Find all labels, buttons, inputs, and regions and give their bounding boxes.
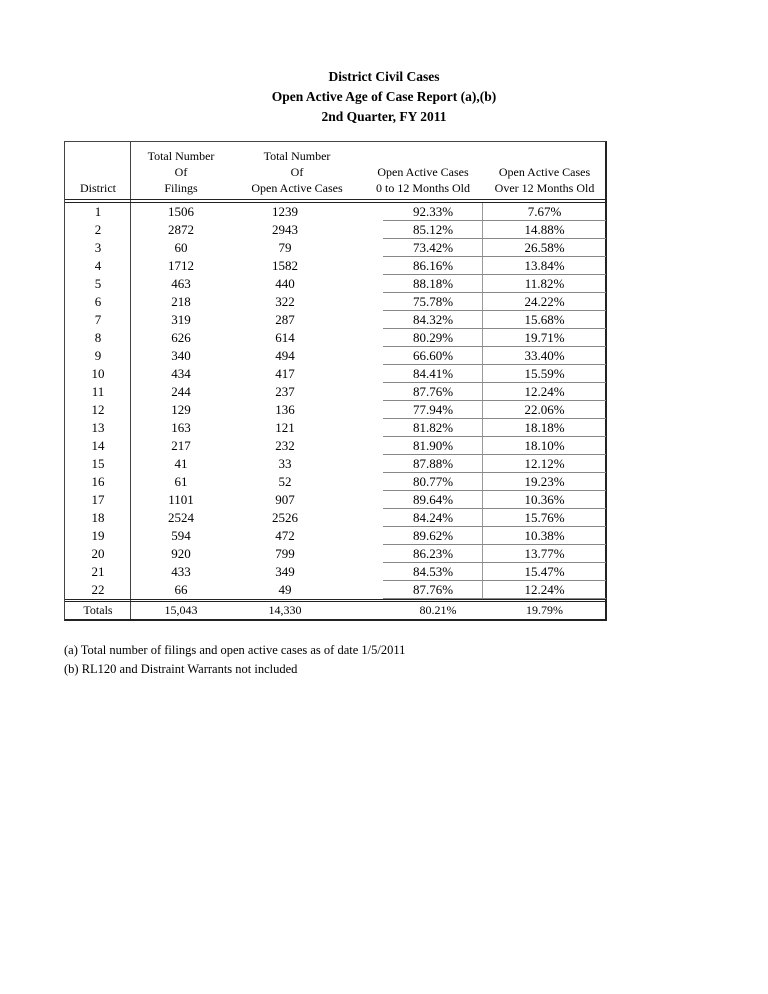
table-row <box>65 455 605 473</box>
cell-filings: 1506 <box>168 204 194 219</box>
table-row <box>65 491 605 509</box>
cell-under-12: 80.77% <box>383 473 483 491</box>
cell-district: 17 <box>91 492 105 507</box>
cell-filings: 2524 <box>168 510 194 525</box>
cell-district: 20 <box>91 546 105 561</box>
footnotes <box>64 641 405 679</box>
table-row <box>65 329 605 347</box>
cell-open-active: 440 <box>275 276 295 291</box>
cell-over-12: 15.47% <box>483 563 606 581</box>
footnote-b: (b) RL120 and Distraint Warrants not included <box>64 662 298 676</box>
cell-district: 9 <box>94 348 102 363</box>
cell-under-12: 89.64% <box>383 491 483 509</box>
cell-district: 18 <box>91 510 105 525</box>
cell-over-12: 15.68% <box>483 311 606 329</box>
table-row <box>65 203 605 221</box>
cell-open-active: 136 <box>275 402 295 417</box>
cell-filings: 66 <box>174 582 188 597</box>
header-filings: Total Number Of Filings <box>147 149 215 195</box>
table-row <box>65 221 605 239</box>
table-row <box>65 527 605 545</box>
cell-open-active: 799 <box>275 546 295 561</box>
cell-under-12: 88.18% <box>383 275 483 293</box>
report-title-line-1: District Civil Cases <box>328 69 440 84</box>
cell-district: 21 <box>91 564 105 579</box>
cell-under-12: 81.82% <box>383 419 483 437</box>
cell-over-12: 22.06% <box>483 401 606 419</box>
totals-over-12: 19.79% <box>526 603 563 617</box>
cell-filings: 217 <box>171 438 191 453</box>
cell-filings: 1101 <box>168 492 194 507</box>
cell-open-active: 2943 <box>272 222 298 237</box>
cell-under-12: 87.76% <box>383 383 483 401</box>
cell-open-active: 287 <box>275 312 295 327</box>
cell-over-12: 15.59% <box>483 365 606 383</box>
table-row <box>65 473 605 491</box>
totals-open-active: 14,330 <box>268 603 302 617</box>
cell-district: 1 <box>94 204 102 219</box>
table-row <box>65 347 605 365</box>
cell-open-active: 907 <box>275 492 295 507</box>
table-row <box>65 383 605 401</box>
cell-over-12: 33.40% <box>483 347 606 365</box>
totals-rule <box>65 599 605 602</box>
cell-under-12: 89.62% <box>383 527 483 545</box>
cell-filings: 1712 <box>168 258 194 273</box>
totals-filings: 15,043 <box>164 603 198 617</box>
table-row <box>65 293 605 311</box>
cell-district: 19 <box>91 528 105 543</box>
cell-over-12: 10.36% <box>483 491 606 509</box>
report-title <box>0 67 768 127</box>
cell-filings: 463 <box>171 276 191 291</box>
cell-district: 12 <box>91 402 105 417</box>
cell-filings: 41 <box>174 456 188 471</box>
cell-filings: 61 <box>174 474 188 489</box>
cell-open-active: 614 <box>275 330 295 345</box>
cell-filings: 626 <box>171 330 191 345</box>
cell-over-12: 18.10% <box>483 437 606 455</box>
cell-district: 3 <box>94 240 102 255</box>
header-over-12-months: Open Active Cases Over 12 Months Old <box>494 165 595 195</box>
cell-open-active: 349 <box>275 564 295 579</box>
header-district: District <box>80 181 116 195</box>
cell-district: 10 <box>91 366 105 381</box>
cell-under-12: 73.42% <box>383 239 483 257</box>
cell-over-12: 13.84% <box>483 257 606 275</box>
table-row <box>65 257 605 275</box>
cell-district: 14 <box>91 438 105 453</box>
cell-under-12: 84.53% <box>383 563 483 581</box>
totals-label: Totals <box>83 603 113 617</box>
cell-open-active: 79 <box>278 240 292 255</box>
table-row <box>65 581 605 599</box>
cell-over-12: 24.22% <box>483 293 606 311</box>
cell-filings: 319 <box>171 312 191 327</box>
cell-district: 15 <box>91 456 105 471</box>
cell-filings: 218 <box>171 294 191 309</box>
table-row <box>65 401 605 419</box>
footnote-a: (a) Total number of filings and open active cases as of date 1/5/2011 <box>64 643 406 657</box>
cell-under-12: 77.94% <box>383 401 483 419</box>
cell-over-12: 12.24% <box>483 581 606 599</box>
cell-under-12: 92.33% <box>383 203 483 221</box>
cell-open-active: 472 <box>275 528 295 543</box>
cell-over-12: 11.82% <box>483 275 606 293</box>
totals-under-12: 80.21% <box>419 603 457 617</box>
cell-over-12: 15.76% <box>483 509 606 527</box>
table-row <box>65 563 605 581</box>
header-under-12-months: Open Active Cases 0 to 12 Months Old <box>375 165 470 195</box>
cell-district: 5 <box>94 276 102 291</box>
cell-under-12: 75.78% <box>383 293 483 311</box>
cell-district: 22 <box>91 582 105 597</box>
cell-district: 11 <box>91 384 105 399</box>
cell-open-active: 1239 <box>272 204 298 219</box>
cell-open-active: 33 <box>278 456 292 471</box>
cases-table <box>64 141 607 621</box>
totals-row <box>65 603 605 619</box>
cell-filings: 433 <box>171 564 191 579</box>
table-body <box>65 203 605 599</box>
cell-filings: 2872 <box>168 222 194 237</box>
cell-over-12: 12.12% <box>483 455 606 473</box>
cell-open-active: 52 <box>278 474 292 489</box>
cell-under-12: 81.90% <box>383 437 483 455</box>
table-row <box>65 545 605 563</box>
cell-filings: 920 <box>171 546 191 561</box>
cell-under-12: 66.60% <box>383 347 483 365</box>
cell-district: 2 <box>94 222 102 237</box>
cell-filings: 340 <box>171 348 191 363</box>
cell-over-12: 26.58% <box>483 239 606 257</box>
cell-over-12: 18.18% <box>483 419 606 437</box>
cell-filings: 434 <box>171 366 191 381</box>
cell-over-12: 19.23% <box>483 473 606 491</box>
cell-district: 6 <box>94 294 102 309</box>
cell-under-12: 84.32% <box>383 311 483 329</box>
cell-under-12: 86.16% <box>383 257 483 275</box>
cell-under-12: 86.23% <box>383 545 483 563</box>
cell-district: 7 <box>94 312 102 327</box>
table-row <box>65 311 605 329</box>
cell-district: 16 <box>91 474 105 489</box>
cell-open-active: 49 <box>278 582 292 597</box>
cell-under-12: 84.41% <box>383 365 483 383</box>
table-row <box>65 275 605 293</box>
cell-filings: 244 <box>171 384 191 399</box>
cell-open-active: 322 <box>275 294 295 309</box>
cell-over-12: 19.71% <box>483 329 606 347</box>
header-open-active: Total Number Of Open Active Cases <box>251 149 343 195</box>
cell-under-12: 87.76% <box>383 581 483 599</box>
cell-open-active: 494 <box>275 348 295 363</box>
cell-filings: 60 <box>174 240 188 255</box>
cell-under-12: 85.12% <box>383 221 483 239</box>
table-row <box>65 437 605 455</box>
cell-open-active: 121 <box>275 420 295 435</box>
cell-over-12: 7.67% <box>483 203 606 221</box>
cell-open-active: 417 <box>275 366 295 381</box>
cell-filings: 594 <box>171 528 191 543</box>
cell-filings: 163 <box>171 420 191 435</box>
report-title-line-2: Open Active Age of Case Report (a),(b) <box>271 89 497 104</box>
cell-under-12: 84.24% <box>383 509 483 527</box>
table-row <box>65 419 605 437</box>
table-row <box>65 239 605 257</box>
table-row <box>65 509 605 527</box>
table-row <box>65 365 605 383</box>
cell-over-12: 14.88% <box>483 221 606 239</box>
cell-open-active: 1582 <box>272 258 298 273</box>
cell-under-12: 80.29% <box>383 329 483 347</box>
cell-under-12: 87.88% <box>383 455 483 473</box>
report-title-line-3: 2nd Quarter, FY 2011 <box>321 109 447 124</box>
cell-open-active: 237 <box>275 384 295 399</box>
cell-over-12: 13.77% <box>483 545 606 563</box>
cell-district: 8 <box>94 330 102 345</box>
cell-open-active: 232 <box>275 438 295 453</box>
cell-district: 4 <box>94 258 102 273</box>
cell-over-12: 10.38% <box>483 527 606 545</box>
cell-open-active: 2526 <box>272 510 298 525</box>
cell-over-12: 12.24% <box>483 383 606 401</box>
cell-filings: 129 <box>171 402 191 417</box>
cell-district: 13 <box>91 420 105 435</box>
